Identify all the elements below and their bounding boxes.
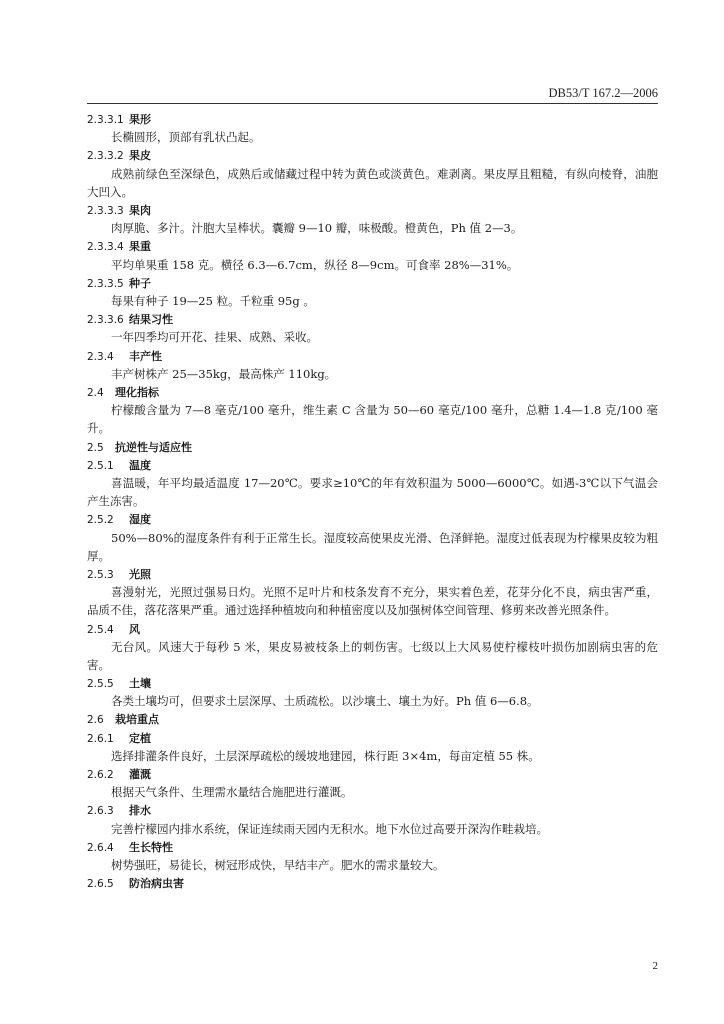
section-heading bbox=[87, 438, 658, 456]
section-number: 2.6.4 bbox=[87, 841, 114, 854]
section-heading bbox=[87, 510, 658, 528]
section-title: 理化指标 bbox=[115, 385, 159, 399]
section-heading bbox=[87, 620, 658, 638]
section-number: 2.6.5 bbox=[87, 878, 114, 891]
section-heading bbox=[87, 801, 658, 819]
document-body bbox=[87, 110, 658, 892]
section-title: 抗逆性与适应性 bbox=[115, 440, 192, 454]
section-text: 成熟前绿色至深绿色，成熟后或储藏过程中转为黄色或淡黄色。难剥离。果皮厚且粗糙，有纵向棱脊，油胞大凹入。 bbox=[87, 166, 658, 199]
section-title: 土壤 bbox=[129, 677, 151, 691]
section-heading bbox=[87, 201, 658, 219]
section-title: 结果习性 bbox=[129, 313, 173, 327]
section-heading bbox=[87, 310, 658, 328]
section-heading bbox=[87, 347, 658, 365]
section-title: 温度 bbox=[129, 458, 151, 472]
section-title: 果肉 bbox=[129, 203, 151, 217]
section-text: 选择排灌条件良好，土层深厚疏松的缓坡地建园，株行距 3×4m，每亩定植 55 株。 bbox=[111, 748, 540, 763]
section-text: 树势强旺，易徒长，树冠形成快，早结丰产。肥水的需求量较大。 bbox=[111, 858, 445, 873]
section-heading bbox=[87, 874, 658, 892]
section-text: 完善柠檬园内排水系统，保证连续雨天园内无积水。地下水位过高要开深沟作畦栽培。 bbox=[111, 821, 548, 836]
section-number: 2.5.3 bbox=[87, 568, 114, 581]
section-number: 2.3.3.5 bbox=[87, 277, 124, 290]
section-heading bbox=[87, 710, 658, 728]
section-heading bbox=[87, 765, 658, 783]
section-number: 2.3.4 bbox=[87, 350, 114, 363]
section-number: 2.5.1 bbox=[87, 459, 114, 472]
section-text: 柠檬酸含量为 7—8 毫克/100 毫升，维生素 C 含量为 50—60 毫克/100 毫升，总糖 1.4—1.8 克/100 毫升。 bbox=[87, 403, 658, 436]
section-title: 光照 bbox=[129, 567, 151, 581]
section-heading bbox=[87, 565, 658, 583]
page-number: 2 bbox=[652, 960, 658, 972]
section-title: 湿度 bbox=[129, 513, 151, 527]
section-title: 果重 bbox=[129, 240, 151, 254]
section-heading bbox=[87, 274, 658, 292]
section-title: 果形 bbox=[129, 113, 151, 126]
section-number: 2.3.3.4 bbox=[87, 241, 124, 254]
section-heading bbox=[87, 674, 658, 692]
section-title: 防治病虫害 bbox=[129, 877, 184, 891]
section-heading bbox=[87, 456, 658, 474]
section-title: 生长特性 bbox=[129, 840, 173, 854]
section-heading bbox=[87, 146, 658, 164]
section-number: 2.4 bbox=[87, 386, 104, 399]
section-text: 根据天气条件、生理需水量结合施肥进行灌溉。 bbox=[111, 785, 353, 800]
section-number: 2.6.3 bbox=[87, 805, 114, 818]
section-title: 种子 bbox=[129, 276, 151, 290]
section-number: 2.5.2 bbox=[87, 514, 114, 527]
section-text: 喜漫射光，光照过强易日灼。光照不足叶片和枝条发育不充分，果实着色差，花芽分化不良，病虫害严重，品质不佳，落花落果严重。通过选择种植坡向和种植密度以及加强树体空间管理、修剪来改善光照条件。 bbox=[87, 585, 658, 618]
section-title: 灌溉 bbox=[129, 768, 151, 782]
section-text: 平均单果重 158 克。横径 6.3—6.7cm，纵径 8—9cm。可食率 28%—31%。 bbox=[111, 257, 519, 272]
section-number: 2.3.3.6 bbox=[87, 314, 124, 327]
section-number: 2.3.3.2 bbox=[87, 150, 124, 163]
section-heading bbox=[87, 383, 658, 401]
section-text: 50%—80%的湿度条件有利于正常生长。湿度较高使果皮光滑、色泽鲜艳。湿度过低表现为柠檬果皮较为粗厚。 bbox=[87, 530, 658, 563]
section-number: 2.5 bbox=[87, 441, 104, 454]
section-title: 丰产性 bbox=[129, 349, 162, 363]
section-title: 栽培重点 bbox=[115, 713, 159, 727]
document-id: DB53/T 167.2—2006 bbox=[548, 86, 658, 100]
section-number: 2.6.2 bbox=[87, 769, 114, 782]
section-text: 各类土壤均可，但要求土层深厚、土质疏松。以沙壤土、壤土为好。Ph 值 6—6.8。 bbox=[111, 694, 539, 709]
header-rule bbox=[87, 103, 658, 104]
section-text: 丰产树株产 25—35kg，最高株产 110kg。 bbox=[111, 366, 337, 381]
section-heading bbox=[87, 838, 658, 856]
section-heading bbox=[87, 729, 658, 747]
section-text: 长椭圆形，顶部有乳状凸起。 bbox=[111, 130, 261, 145]
section-number: 2.6 bbox=[87, 714, 104, 727]
section-number: 2.5.4 bbox=[87, 623, 114, 636]
section-text: 无台风。风速大于每秒 5 米，果皮易被枝条上的刺伤害。七级以上大风易使柠檬枝叶损伤加剧病虫害的危害。 bbox=[87, 639, 658, 672]
section-number: 2.3.3.1 bbox=[87, 114, 124, 126]
section-text: 一年四季均可开花、挂果、成熟、采收。 bbox=[111, 330, 318, 345]
section-text: 肉厚脆、多汁。汁胞大呈棒状。囊瓣 9—10 瓣，味极酸。橙黄色，Ph 值 2—3。 bbox=[111, 221, 523, 236]
section-heading bbox=[87, 237, 658, 255]
section-title: 风 bbox=[129, 622, 140, 636]
section-number: 2.3.3.3 bbox=[87, 204, 124, 217]
section-text: 喜温暖，年平均最适温度 17—20℃。要求≥10℃的年有效积温为 5000—6000℃。如遇-3℃以下气温会产生冻害。 bbox=[87, 475, 658, 509]
section-title: 果皮 bbox=[129, 149, 151, 163]
section-heading bbox=[87, 110, 658, 128]
section-title: 定植 bbox=[129, 731, 151, 745]
section-title: 排水 bbox=[129, 804, 151, 818]
section-text: 每果有种子 19—25 粒。千粒重 95g 。 bbox=[111, 293, 315, 308]
section-number: 2.6.1 bbox=[87, 732, 114, 745]
section-number: 2.5.5 bbox=[87, 678, 114, 691]
